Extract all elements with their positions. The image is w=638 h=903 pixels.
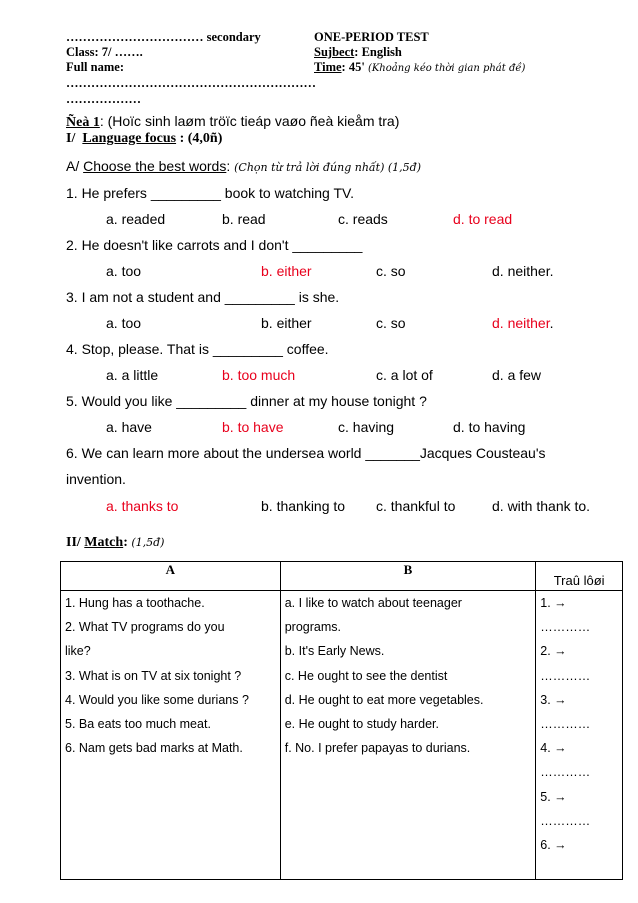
section1-roman: I/ xyxy=(66,131,76,146)
q6-option-c: c. thankful to xyxy=(376,498,456,514)
question-4: 4. Stop, please. That is _________ coffee. xyxy=(66,341,329,357)
partA-colon: : xyxy=(226,158,231,174)
column-a-list xyxy=(65,591,276,760)
section2-roman: II/ xyxy=(66,535,81,550)
answer-dots: ………… xyxy=(540,620,591,635)
q3-option-d xyxy=(492,314,554,332)
list-item: a. I like to watch about teenager xyxy=(284,596,462,610)
column-b-list xyxy=(285,591,532,760)
instruction xyxy=(66,112,399,132)
subject-label: Sujbect xyxy=(314,45,355,59)
list-item: 4. Would you like some durians ? xyxy=(65,692,249,707)
partA-note: (Chọn từ trả lời đúng nhất) (1,5đ) xyxy=(234,161,421,174)
q2-option-d: d. neither. xyxy=(492,263,554,279)
q1-option-d: d. to read xyxy=(453,211,513,227)
time-note: (Khoảng kéo thời gian phát đề) xyxy=(367,63,526,74)
list-item: 1. Hung has a toothache. xyxy=(65,596,205,610)
column-a-header: A xyxy=(61,562,281,591)
match-table-body xyxy=(61,591,623,880)
answer-dots: ………… xyxy=(540,717,591,732)
answer-slot[interactable]: 4. → xyxy=(540,741,567,756)
q5-option-c: c. having xyxy=(338,419,395,435)
column-b-cell xyxy=(280,591,536,880)
question-6-cont: invention. xyxy=(66,471,126,487)
q1-option-c: c. reads xyxy=(338,211,388,227)
list-item: 3. What is on TV at six tonight ? xyxy=(65,668,242,683)
section2-colon: : xyxy=(123,535,128,550)
section2-note: (1,5đ) xyxy=(131,536,165,549)
answer-dots: ………… xyxy=(540,668,591,683)
q3-option-a: a. too xyxy=(106,315,142,331)
column-a-cell xyxy=(61,591,281,880)
time-line xyxy=(314,60,525,75)
q6-option-a: a. thanks to xyxy=(106,498,179,514)
section1-title: Language focus xyxy=(82,131,177,146)
name-dots-2: ……………… xyxy=(66,92,141,106)
column-b-header: B xyxy=(280,562,536,591)
section1-points: : (4,0ñ) xyxy=(176,131,223,146)
time-label: Time xyxy=(314,60,342,74)
list-item: programs. xyxy=(284,620,342,635)
q5-option-a: a. have xyxy=(106,419,152,435)
column-answer-header: Traû lôøi xyxy=(536,562,623,591)
class-line: Class: 7/ ……. xyxy=(66,45,143,59)
q1-option-b: b. read xyxy=(222,211,266,227)
partA-title: Choose the best words xyxy=(83,158,227,174)
list-item: e. He ought to study harder. xyxy=(284,717,440,732)
school-line: …………………………… secondary xyxy=(66,30,261,44)
answer-slot[interactable]: 3. → xyxy=(540,692,567,707)
question-2: 2. He doesn't like carrots and I don't _________ xyxy=(66,237,363,253)
subject-value: : English xyxy=(354,45,402,59)
list-item: 6. Nam gets bad marks at Math. xyxy=(65,741,243,756)
list-item: like? xyxy=(65,644,91,659)
answer-slot[interactable]: 6. → xyxy=(540,838,567,853)
question-1: 1. He prefers _________ book to watching TV. xyxy=(66,185,354,201)
section1-heading xyxy=(66,130,222,148)
partA-prefix: A/ xyxy=(66,158,80,174)
match-table-header xyxy=(61,562,623,591)
q4-option-d: d. a few xyxy=(492,367,542,383)
list-item: b. It's Early News. xyxy=(284,644,385,659)
answer-cell[interactable] xyxy=(536,591,623,880)
q2-option-c: c. so xyxy=(376,263,406,279)
q3-option-b: b. either xyxy=(261,315,312,331)
answer-dots: ………… xyxy=(540,813,591,828)
q4-option-c: c. a lot of xyxy=(376,367,433,383)
subject-line xyxy=(314,45,402,60)
list-item: 2. What TV programs do you xyxy=(65,620,225,635)
partA-heading xyxy=(66,157,421,177)
list-item: c. He ought to see the dentist xyxy=(284,668,448,683)
q1-option-a: a. readed xyxy=(106,211,166,227)
q4-option-a: a. a little xyxy=(106,367,159,383)
answer-list xyxy=(540,591,618,857)
q2-option-b: b. either xyxy=(261,263,312,279)
section2-title: Match xyxy=(84,535,124,550)
q4-option-b: b. too much xyxy=(222,367,296,383)
question-5: 5. Would you like _________ dinner at my house tonight ? xyxy=(66,393,427,409)
q2-option-a: a. too xyxy=(106,263,142,279)
q3-option-c: c. so xyxy=(376,315,406,331)
instruction-label: Ñeà 1 xyxy=(66,115,100,130)
question-3: 3. I am not a student and _________ is she. xyxy=(66,289,340,305)
question-6: 6. We can learn more about the undersea world _______Jacques Cousteau's xyxy=(66,445,546,461)
test-title: ONE-PERIOD TEST xyxy=(314,30,429,44)
q5-option-d: d. to having xyxy=(453,419,526,435)
list-item: d. He ought to eat more vegetables. xyxy=(284,692,484,707)
q3-option-d-suffix: . xyxy=(549,315,554,331)
instruction-text: : (Hoïc sinh laøm tröïc tieáp vaøo ñeà kieåm tra) xyxy=(99,113,400,129)
answer-slot[interactable]: 1. → xyxy=(540,596,567,610)
q6-option-d: d. with thank to. xyxy=(492,498,591,514)
name-dots: …………………………………………………… xyxy=(66,76,316,90)
answer-dots: ………… xyxy=(540,765,591,780)
time-value: : 45' xyxy=(341,60,365,74)
match-table xyxy=(60,561,623,880)
q5-option-b: b. to have xyxy=(222,419,284,435)
list-item: f. No. I prefer papayas to durians. xyxy=(284,741,471,756)
q3-option-d-text: d. neither xyxy=(492,315,550,331)
list-item: 5. Ba eats too much meat. xyxy=(65,717,211,732)
q6-option-b: b. thanking to xyxy=(261,498,346,514)
answer-slot[interactable]: 5. → xyxy=(540,789,567,804)
name-label: Full name: xyxy=(66,60,124,74)
section2-heading xyxy=(66,534,164,552)
answer-slot[interactable]: 2. → xyxy=(540,644,567,659)
